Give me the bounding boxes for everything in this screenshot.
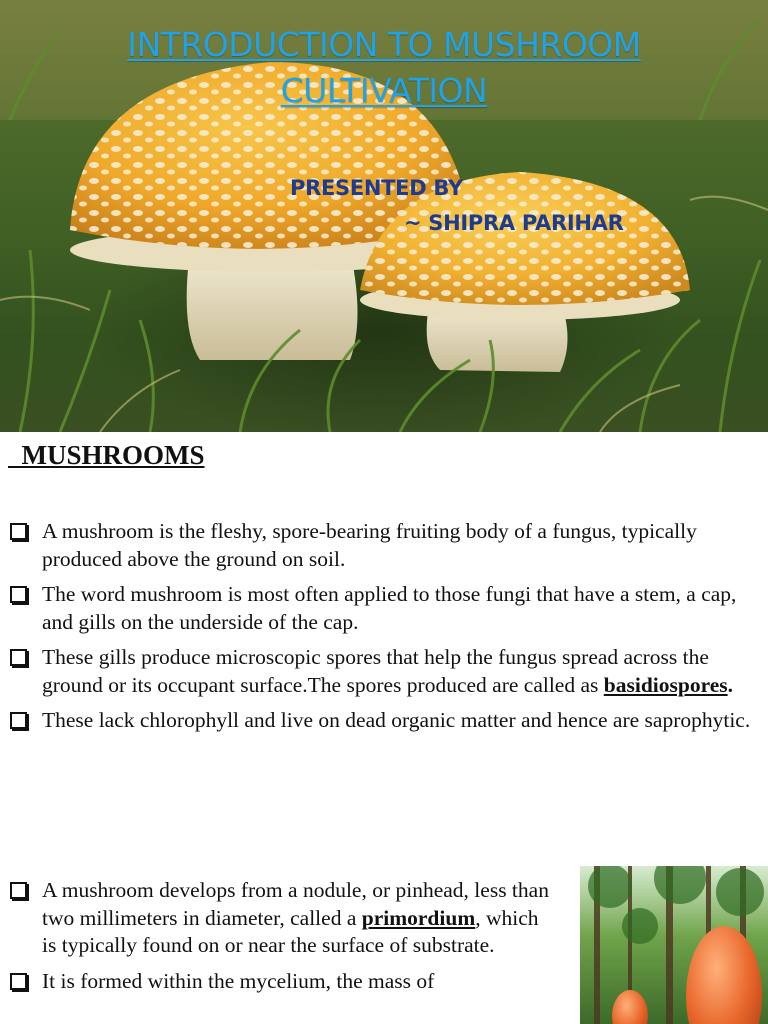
square-bullet-icon xyxy=(10,712,27,729)
bullet-text: A mushroom develops from a nodule, or pinhead, less than two millimeters in diameter, called a xyxy=(42,878,549,930)
forest-photo xyxy=(580,866,768,1024)
list-item xyxy=(8,644,760,699)
title-line-1: INTRODUCTION TO MUSHROOM xyxy=(127,25,641,64)
presented-by-label: PRESENTED BY xyxy=(290,176,463,200)
presenter-name: ~ SHIPRA PARIHAR xyxy=(404,211,624,235)
content-slide xyxy=(0,432,768,1024)
square-bullet-icon xyxy=(10,973,27,990)
bullet-list xyxy=(8,518,760,743)
bullet-text-end: , which is typically found on or near the surface of substrate. xyxy=(42,905,539,957)
bullet-text-end: . xyxy=(727,672,734,697)
list-item xyxy=(8,707,760,735)
forest-mushroom-image xyxy=(580,866,768,1024)
presentation-title xyxy=(0,22,768,114)
title-slide xyxy=(0,0,768,432)
bullet-list-lower xyxy=(8,877,556,1003)
bullet-text: The word mushroom is most often applied to those fungi that have a stem, a cap, and gills on the underside of the cap. xyxy=(42,582,737,634)
bullet-text: These gills produce microscopic spores that help the fungus spread across the ground or its occupant surface.The spores produced are called as xyxy=(42,645,709,697)
square-bullet-icon xyxy=(10,882,27,899)
bullet-text: It is formed within the mycelium, the mass of xyxy=(42,968,435,993)
term-basidiospores: basidiospores xyxy=(603,672,728,697)
square-bullet-icon xyxy=(10,586,27,603)
section-heading: MUSHROOMS xyxy=(8,440,205,470)
bullet-text: A mushroom is the fleshy, spore-bearing fruiting body of a fungus, typically produced above the ground on soil. xyxy=(42,519,697,571)
list-item xyxy=(8,968,556,996)
list-item xyxy=(8,877,556,960)
square-bullet-icon xyxy=(10,523,27,540)
title-line-2: CULTIVATION xyxy=(280,71,488,110)
list-item xyxy=(8,581,760,636)
term-primordium: primordium xyxy=(361,905,476,930)
list-item xyxy=(8,518,760,573)
bullet-text: These lack chlorophyll and live on dead organic matter and hence are saprophytic. xyxy=(42,708,751,732)
square-bullet-icon xyxy=(10,649,27,666)
